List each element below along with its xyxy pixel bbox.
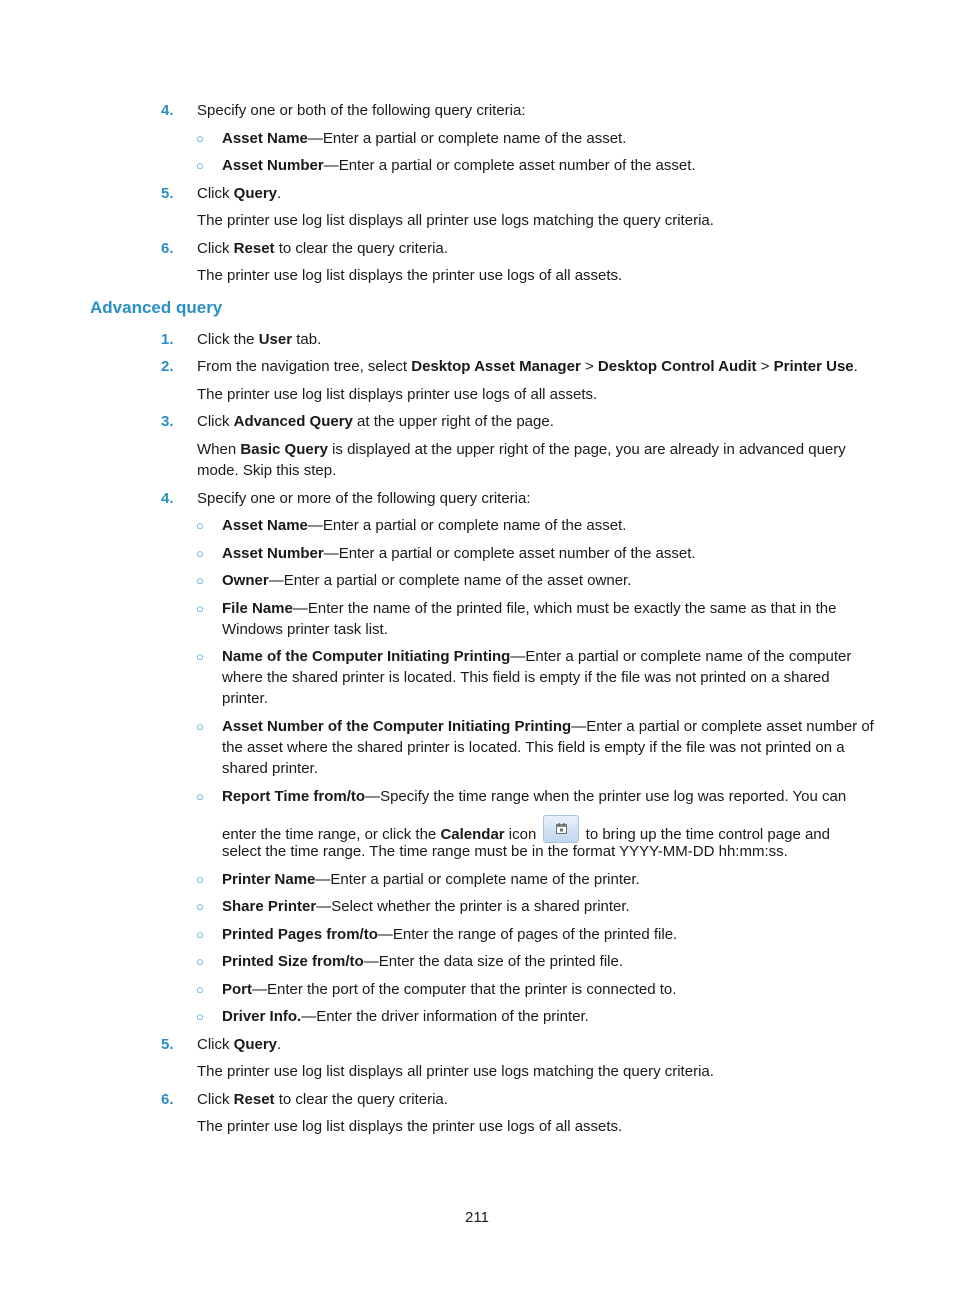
criterion-report-time-cont: enter the time range, or click the Calendar icon to bring up the time control page and (222, 815, 830, 850)
step-number: 5. (161, 185, 174, 202)
bullet-icon: ○ (196, 719, 204, 734)
criterion-computer-asset-number-cont: the asset where the shared printer is located. This field is empty if the file was not printed on a (222, 739, 845, 756)
criterion-printer-name: Printer Name—Enter a partial or complete name of the printer. (222, 871, 640, 888)
section-heading: Advanced query (90, 298, 223, 317)
bullet-icon: ○ (196, 518, 204, 533)
criterion-port: Port—Enter the port of the computer that the printer is connected to. (222, 981, 677, 998)
step-note: The printer use log list displays printer use logs of all assets. (197, 386, 598, 403)
step-note: The printer use log list displays the printer use logs of all assets. (197, 1118, 623, 1135)
step-text: From the navigation tree, select Desktop Asset Manager > Desktop Control Audit > Printer Use. (197, 358, 858, 375)
criterion-computer-name: Name of the Computer Initiating Printing—Enter a partial or complete name of the computer (222, 648, 852, 665)
bullet-icon: ○ (196, 1009, 204, 1024)
criterion-computer-name-cont: printer. (222, 690, 268, 707)
bullet-icon: ○ (196, 872, 204, 887)
bullet-icon: ○ (196, 649, 204, 664)
step-number: 5. (161, 1036, 174, 1053)
step-note: The printer use log list displays all printer use logs matching the query criteria. (197, 212, 714, 229)
step-note: When Basic Query is displayed at the upper right of the page, you are already in advanced query (197, 441, 846, 458)
bullet-icon: ○ (196, 601, 204, 616)
criterion-computer-asset-number-cont: shared printer. (222, 760, 318, 777)
bullet-icon: ○ (196, 899, 204, 914)
bullet-icon: ○ (196, 158, 204, 173)
criterion-file-name-cont: Windows printer task list. (222, 621, 388, 638)
step-note: mode. Skip this step. (197, 462, 337, 479)
step-text: Click Query. (197, 185, 282, 202)
criterion-asset-number: Asset Number—Enter a partial or complete asset number of the asset. (222, 157, 696, 174)
page-number: 211 (465, 1209, 489, 1226)
step-text: Click Reset to clear the query criteria. (197, 240, 448, 257)
bullet-icon: ○ (196, 789, 204, 804)
criterion-share-printer: Share Printer—Select whether the printer is a shared printer. (222, 898, 630, 915)
bullet-icon: ○ (196, 954, 204, 969)
step-number: 6. (161, 1091, 174, 1108)
criterion-report-time-cont: select the time range. The time range must be in the format YYYY-MM-DD hh:mm:ss. (222, 843, 788, 860)
step-number: 1. (161, 331, 174, 348)
criterion-asset-name: Asset Name—Enter a partial or complete name of the asset. (222, 517, 627, 534)
criterion-computer-name-cont: where the shared printer is located. This field is empty if the file was not printed on a shared (222, 669, 830, 686)
criterion-printed-pages: Printed Pages from/to—Enter the range of pages of the printed file. (222, 926, 678, 943)
step-number: 4. (161, 102, 174, 119)
step-number: 6. (161, 240, 174, 257)
criterion-asset-name: Asset Name—Enter a partial or complete name of the asset. (222, 130, 627, 147)
bullet-icon: ○ (196, 573, 204, 588)
step-text: Click Advanced Query at the upper right of the page. (197, 413, 554, 430)
criterion-asset-number: Asset Number—Enter a partial or complete asset number of the asset. (222, 545, 696, 562)
step-text: Click the User tab. (197, 331, 322, 348)
bullet-icon: ○ (196, 546, 204, 561)
step-note: The printer use log list displays all printer use logs matching the query criteria. (197, 1063, 714, 1080)
step-number: 4. (161, 490, 174, 507)
criterion-printed-size: Printed Size from/to—Enter the data size of the printed file. (222, 953, 624, 970)
criterion-driver-info: Driver Info.—Enter the driver information of the printer. (222, 1008, 589, 1025)
criterion-computer-asset-number: Asset Number of the Computer Initiating Printing—Enter a partial or complete asset number of (222, 718, 874, 735)
step-note: The printer use log list displays the printer use logs of all assets. (197, 267, 623, 284)
criterion-report-time: Report Time from/to—Specify the time range when the printer use log was reported. You can (222, 788, 847, 805)
calendar-icon[interactable] (543, 815, 579, 843)
bullet-icon: ○ (196, 927, 204, 942)
criterion-file-name: File Name—Enter the name of the printed file, which must be exactly the same as that in the (222, 600, 837, 617)
bullet-icon: ○ (196, 982, 204, 997)
step-text: Specify one or more of the following query criteria: (197, 490, 531, 507)
step-number: 2. (161, 358, 174, 375)
step-text: Click Reset to clear the query criteria. (197, 1091, 448, 1108)
bullet-icon: ○ (196, 131, 204, 146)
step-number: 3. (161, 413, 174, 430)
criterion-owner: Owner—Enter a partial or complete name of the asset owner. (222, 572, 632, 589)
step-text: Click Query. (197, 1036, 282, 1053)
step-text: Specify one or both of the following query criteria: (197, 102, 526, 119)
